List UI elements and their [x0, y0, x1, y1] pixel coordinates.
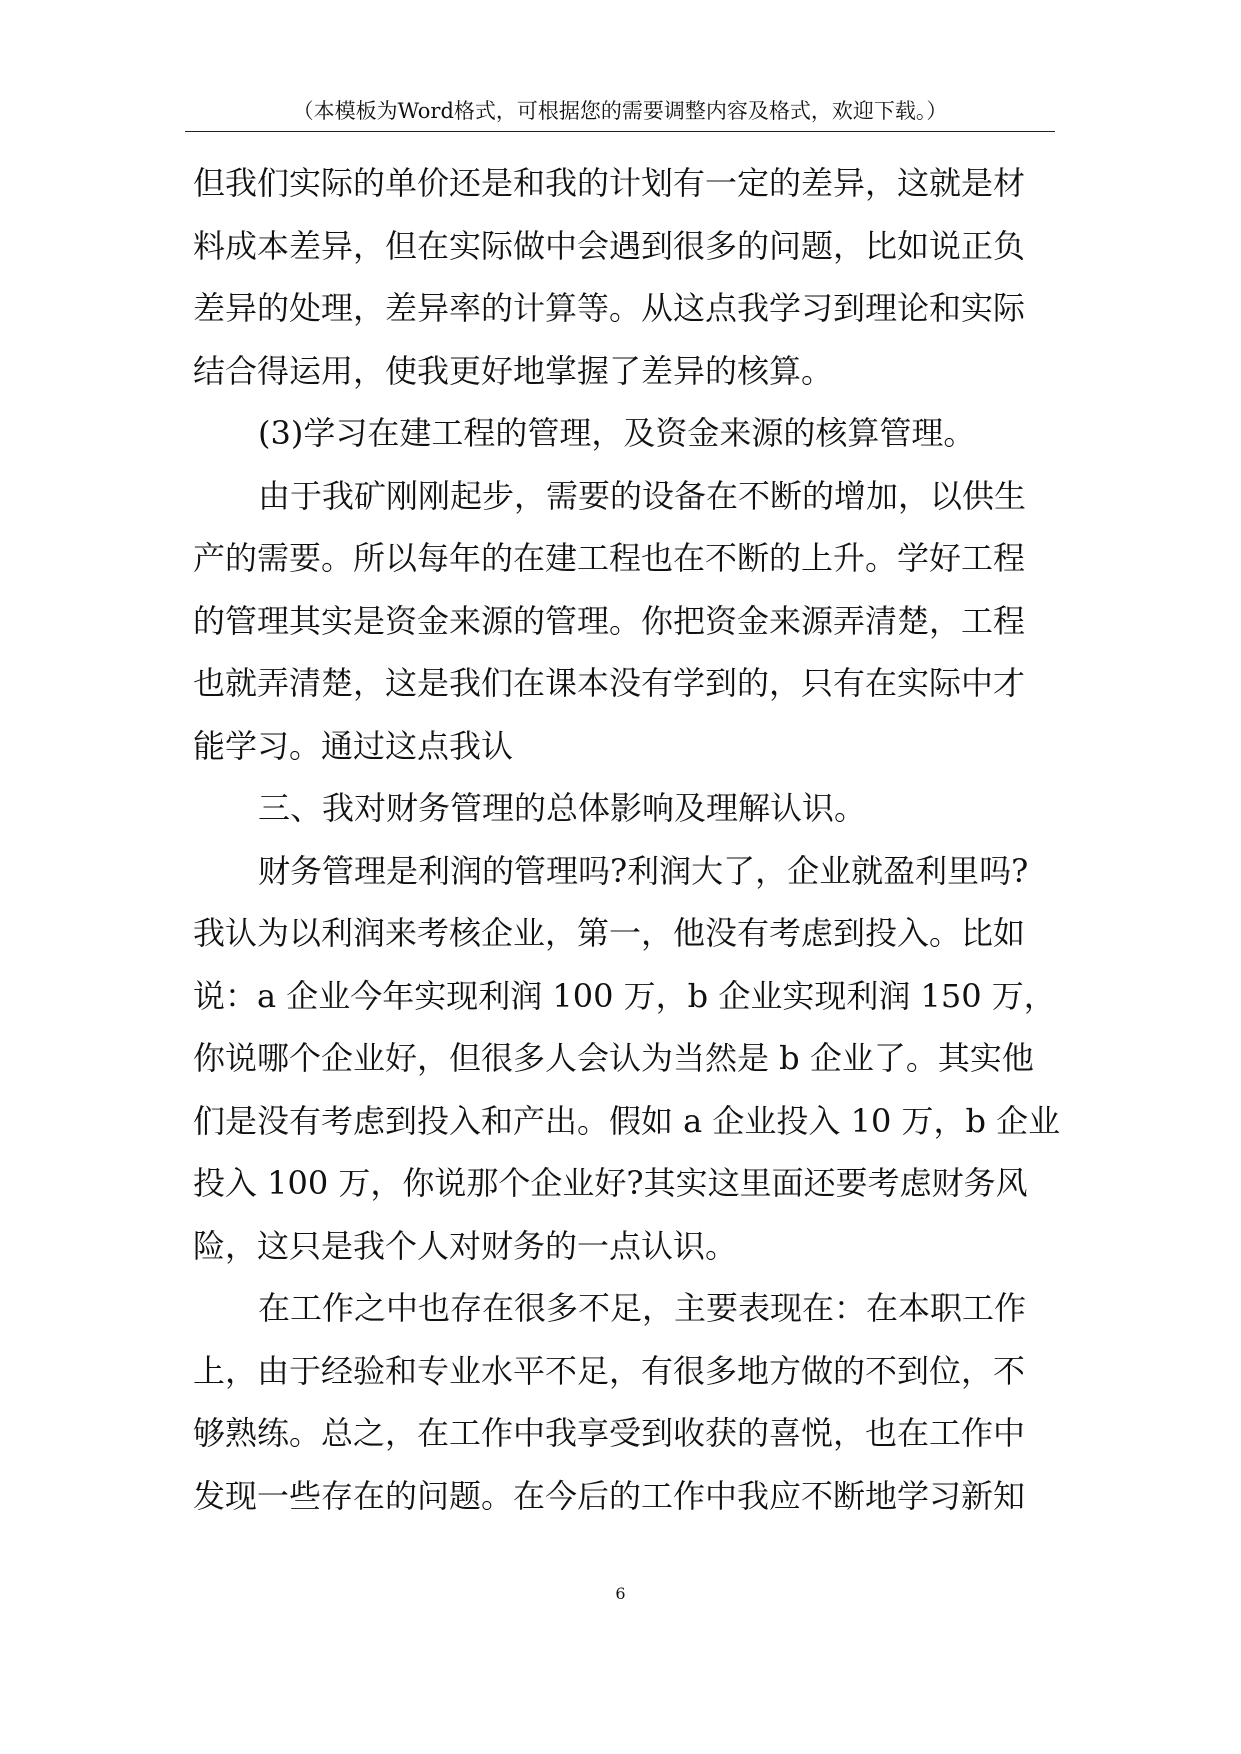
text-line: 结合得运用，使我更好地掌握了差异的核算。 — [193, 351, 834, 390]
page-number: 6 — [615, 1584, 626, 1603]
text-line: 们是没有考虑到投入和产出。假如 a 企业投入 10 万，b 企业 — [193, 1101, 1061, 1140]
text-line: 产的需要。所以每年的在建工程也在不断的上升。学好工程 — [193, 539, 1026, 577]
section-heading: (3)学习在建工程的管理，及资金来源的核算管理。 — [258, 414, 976, 452]
text-line: 投入 100 万，你说那个企业好?其实这里面还要考虑财务风 — [193, 1164, 1028, 1202]
text-line: 也就弄清楚，这是我们在课本没有学到的，只有在实际中才 — [193, 664, 1026, 702]
text-line: 够熟练。总之，在工作中我享受到收获的喜悦，也在工作中 — [193, 1414, 1026, 1452]
text-line: 由于我矿刚刚起步，需要的设备在不断的增加，以供生 — [258, 476, 1027, 515]
text-line: 差异的处理，差异率的计算等。从这点我学习到理论和实际 — [193, 289, 1026, 327]
text-line: 的管理其实是资金来源的管理。你把资金来源弄清楚，工程 — [193, 601, 1026, 640]
text-line: 险，这只是我个人对财务的一点认识。 — [193, 1226, 738, 1265]
text-line: 你说哪个企业好，但很多人会认为当然是 b 企业了。其实他 — [193, 1039, 1034, 1077]
text-line: 我认为以利润来考核企业，第一，他没有考虑到投入。比如 — [193, 914, 1026, 952]
header-note: （本模板为Word格式，可根据您的需要调整内容及格式，欢迎下载。） — [292, 99, 948, 123]
text-line: 财务管理是利润的管理吗?利润大了，企业就盈利里吗? — [258, 851, 1029, 890]
text-line: 在工作之中也存在很多不足，主要表现在：在本职工作 — [258, 1289, 1027, 1327]
text-line: 能学习。通过这点我认 — [193, 726, 514, 765]
text-line: 料成本差异，但在实际做中会遇到很多的问题，比如说正负 — [193, 226, 1026, 265]
text-line: 发现一些存在的问题。在今后的工作中我应不断地学习新知 — [193, 1476, 1026, 1515]
body-text — [193, 152, 1061, 1527]
text-line: 说：a 企业今年实现利润 100 万，b 企业实现利润 150 万， — [193, 976, 1056, 1015]
section-heading: 三、我对财务管理的总体影响及理解认识。 — [258, 789, 867, 827]
text-line: 上，由于经验和专业水平不足，有很多地方做的不到位，不 — [193, 1351, 1026, 1390]
header-divider — [185, 131, 1055, 132]
text-line: 但我们实际的单价还是和我的计划有一定的差异，这就是材 — [193, 164, 1026, 202]
